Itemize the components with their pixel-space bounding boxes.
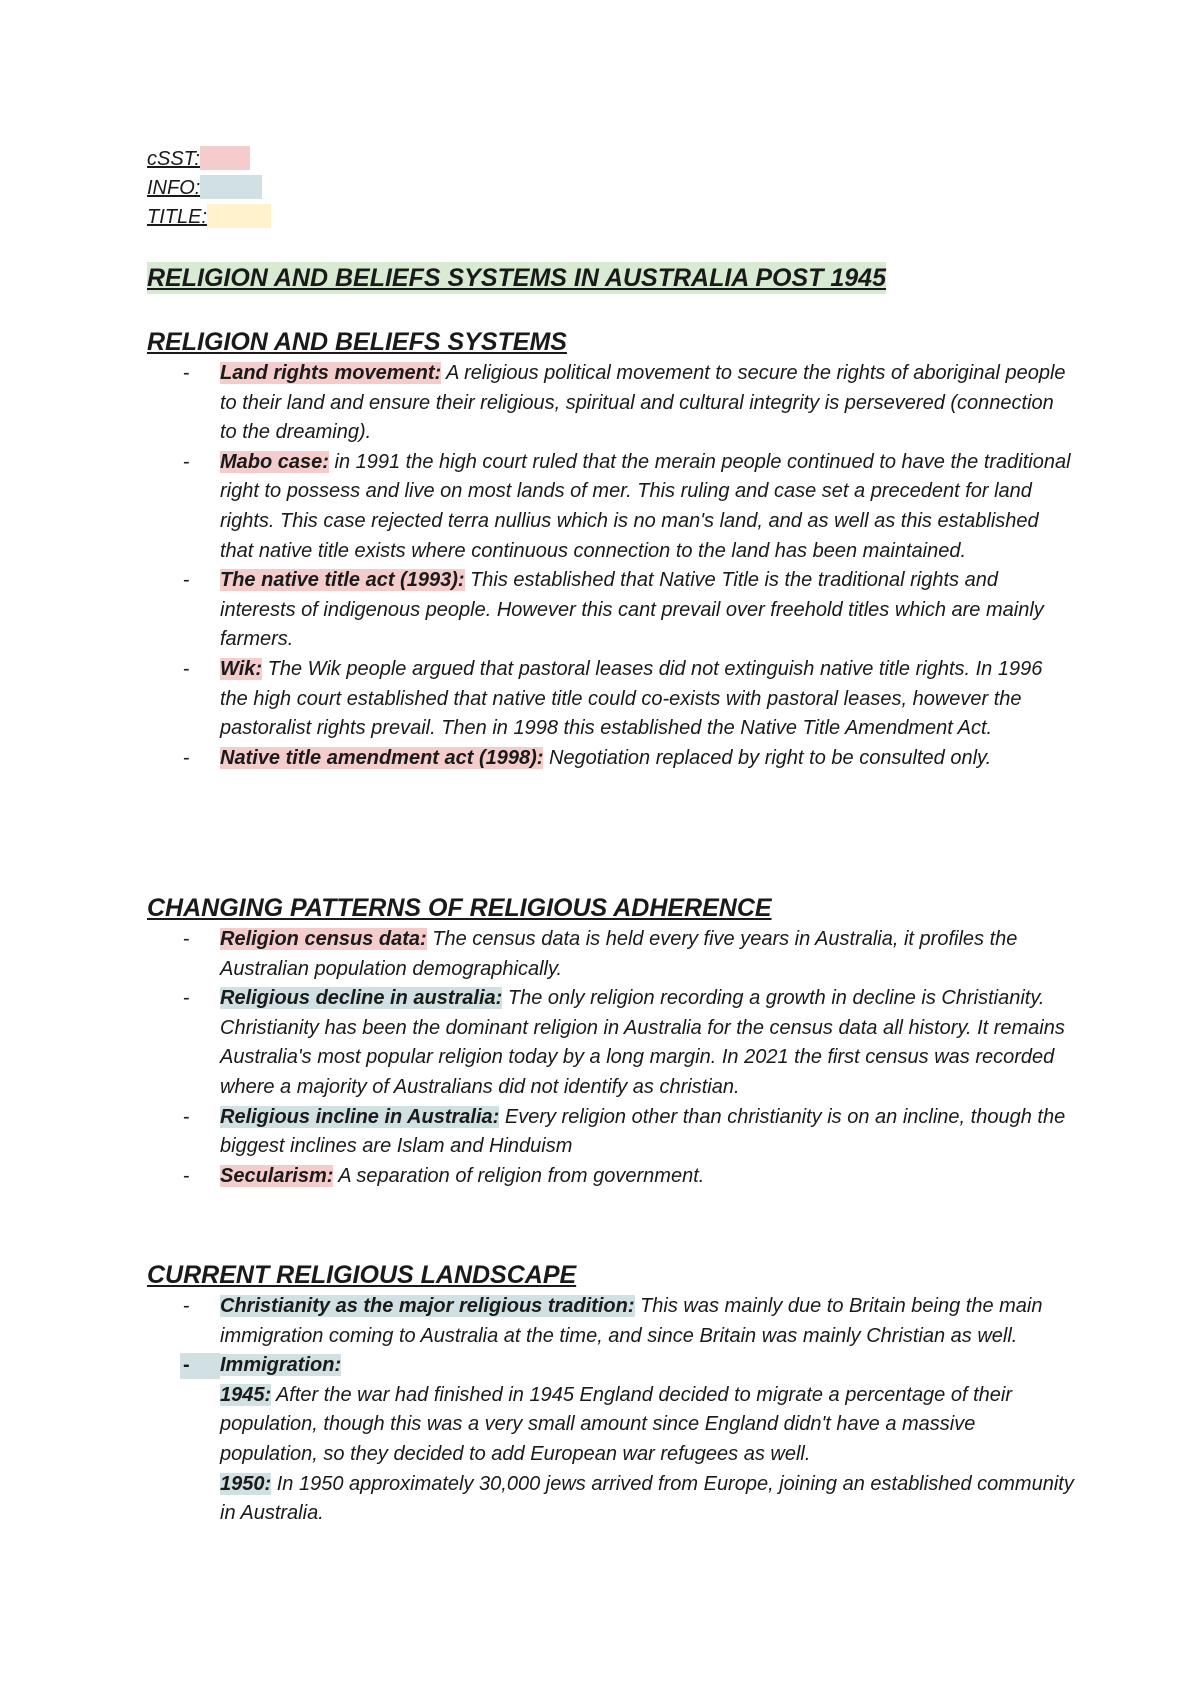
key-title-swatch xyxy=(207,204,271,228)
entry-text: After the war had finished in 1945 England decided to migrate a percentage of their population, though this was a very small amount since England didn't have a massive population, so they decided to add European war refugees as well. xyxy=(220,1383,1013,1465)
term-label: Christianity as the major religious tradition: xyxy=(220,1295,635,1317)
key-csst-label: cSST: xyxy=(147,148,200,170)
year-label: 1945: xyxy=(220,1383,272,1406)
immigration-entry-1950 xyxy=(220,1470,1074,1529)
term-label: Wik: xyxy=(220,657,263,680)
dash-bullet: - xyxy=(183,1105,190,1128)
dash-bullet: - xyxy=(183,1354,190,1377)
bullet-list xyxy=(147,1292,1077,1529)
term-label: Native title amendment act (1998): xyxy=(220,746,544,769)
bullet-list xyxy=(147,925,1077,1191)
immigration-entry-1945 xyxy=(220,1381,1074,1470)
section-heading: CHANGING PATTERNS OF RELIGIOUS ADHERENCE xyxy=(147,894,772,922)
section-current-landscape xyxy=(147,1258,1077,1529)
dash-bullet: - xyxy=(183,450,190,473)
dash-bullet: - xyxy=(183,362,190,384)
list-item xyxy=(147,984,1074,1102)
key-info-label: INFO: xyxy=(147,177,201,199)
list-item xyxy=(147,1292,1074,1351)
list-item xyxy=(147,1103,1074,1162)
item-text: This was mainly due to Britain being the main immigration coming to Australia at the time, and since Britain was mainly Christian as well. xyxy=(220,1295,1043,1347)
key-title-label: TITLE: xyxy=(147,206,208,228)
term-label: Religious decline in australia: xyxy=(220,987,503,1010)
section-religious-adherence xyxy=(147,891,1077,1191)
term-label: Religion census data: xyxy=(220,928,427,950)
item-text: A religious political movement to secure the rights of aboriginal people to their land and ensure their religious, spiritual and cultural integrity is persevered (connection to the dreaming). xyxy=(220,362,1066,444)
list-item xyxy=(147,925,1074,984)
term-label: Land rights movement: xyxy=(220,362,442,384)
key-info-swatch xyxy=(200,175,262,199)
dash-bullet: - xyxy=(183,987,190,1010)
term-label: Immigration: xyxy=(220,1354,342,1377)
item-text: The census data is held every five years in Australia, it profiles the Australian population demographically. xyxy=(220,928,1018,980)
list-item xyxy=(147,359,1074,448)
bullet-list xyxy=(147,359,1077,773)
item-text: The only religion recording a growth in decline is Christianity. Christianity has been the dominant religion in Australia for the census data all history. It remains Australia's most popular religion today by a long margin. In 2021 the first census was recorded where a majority of Australians did not identify as christian. xyxy=(220,987,1065,1098)
item-text: The Wik people argued that pastoral leases did not extinguish native title rights. In 1996 the high court established that native title could co-exists with pastoral leases, however the pastoralist rights prevail. Then in 1998 this established the Native Title Amendment Act. xyxy=(220,657,1043,740)
list-item-immigration xyxy=(147,1351,1074,1529)
item-text: This established that Native Title is the traditional rights and interests of indigenous people. However this cant prevail over freehold titles which are mainly farmers. xyxy=(220,569,1044,651)
dash-bullet: - xyxy=(183,657,190,680)
term-label: The native title act (1993): xyxy=(220,569,465,592)
key-csst xyxy=(147,145,271,174)
item-text: Negotiation replaced by right to be consulted only. xyxy=(543,746,992,769)
item-text: in 1991 the high court ruled that the merain people continued to have the traditional right to possess and live on most lands of mer. This ruling and case set a precedent for land rights. This case rejected terra nullius which is no man's land, and as well as this established that native title exists where continuous connection to the land has been maintained. xyxy=(220,450,1071,562)
list-item xyxy=(147,566,1074,655)
term-label: Mabo case: xyxy=(220,450,329,473)
term-label: Secularism: xyxy=(220,1164,334,1187)
highlight-key xyxy=(147,145,271,232)
key-info xyxy=(147,174,271,203)
item-text: A separation of religion from government. xyxy=(333,1164,705,1187)
list-item xyxy=(147,448,1074,566)
item-text: Every religion other than christianity is on an incline, though the biggest inclines are Islam and Hinduism xyxy=(220,1105,1066,1158)
key-title xyxy=(147,203,271,232)
term-label: Religious incline in Australia: xyxy=(220,1105,500,1128)
list-item xyxy=(147,1162,1074,1192)
list-item xyxy=(147,655,1074,744)
dash-bullet: - xyxy=(183,928,190,950)
list-item xyxy=(147,744,1074,774)
section-heading: CURRENT RELIGIOUS LANDSCAPE xyxy=(147,1261,577,1289)
year-label: 1950: xyxy=(220,1472,272,1495)
dash-bullet: - xyxy=(183,1295,190,1317)
document-title: RELIGION AND BELIEFS SYSTEMS IN AUSTRALIA POST 1945 xyxy=(147,264,886,292)
section-heading: RELIGION AND BELIEFS SYSTEMS xyxy=(147,328,567,356)
dash-bullet: - xyxy=(183,569,190,592)
dash-bullet: - xyxy=(183,1164,190,1187)
section-religion-beliefs xyxy=(147,325,1077,773)
dash-bullet: - xyxy=(183,746,190,769)
key-csst-swatch xyxy=(200,146,250,170)
entry-text: In 1950 approximately 30,000 jews arrived from Europe, joining an established community in Australia. xyxy=(220,1472,1074,1525)
